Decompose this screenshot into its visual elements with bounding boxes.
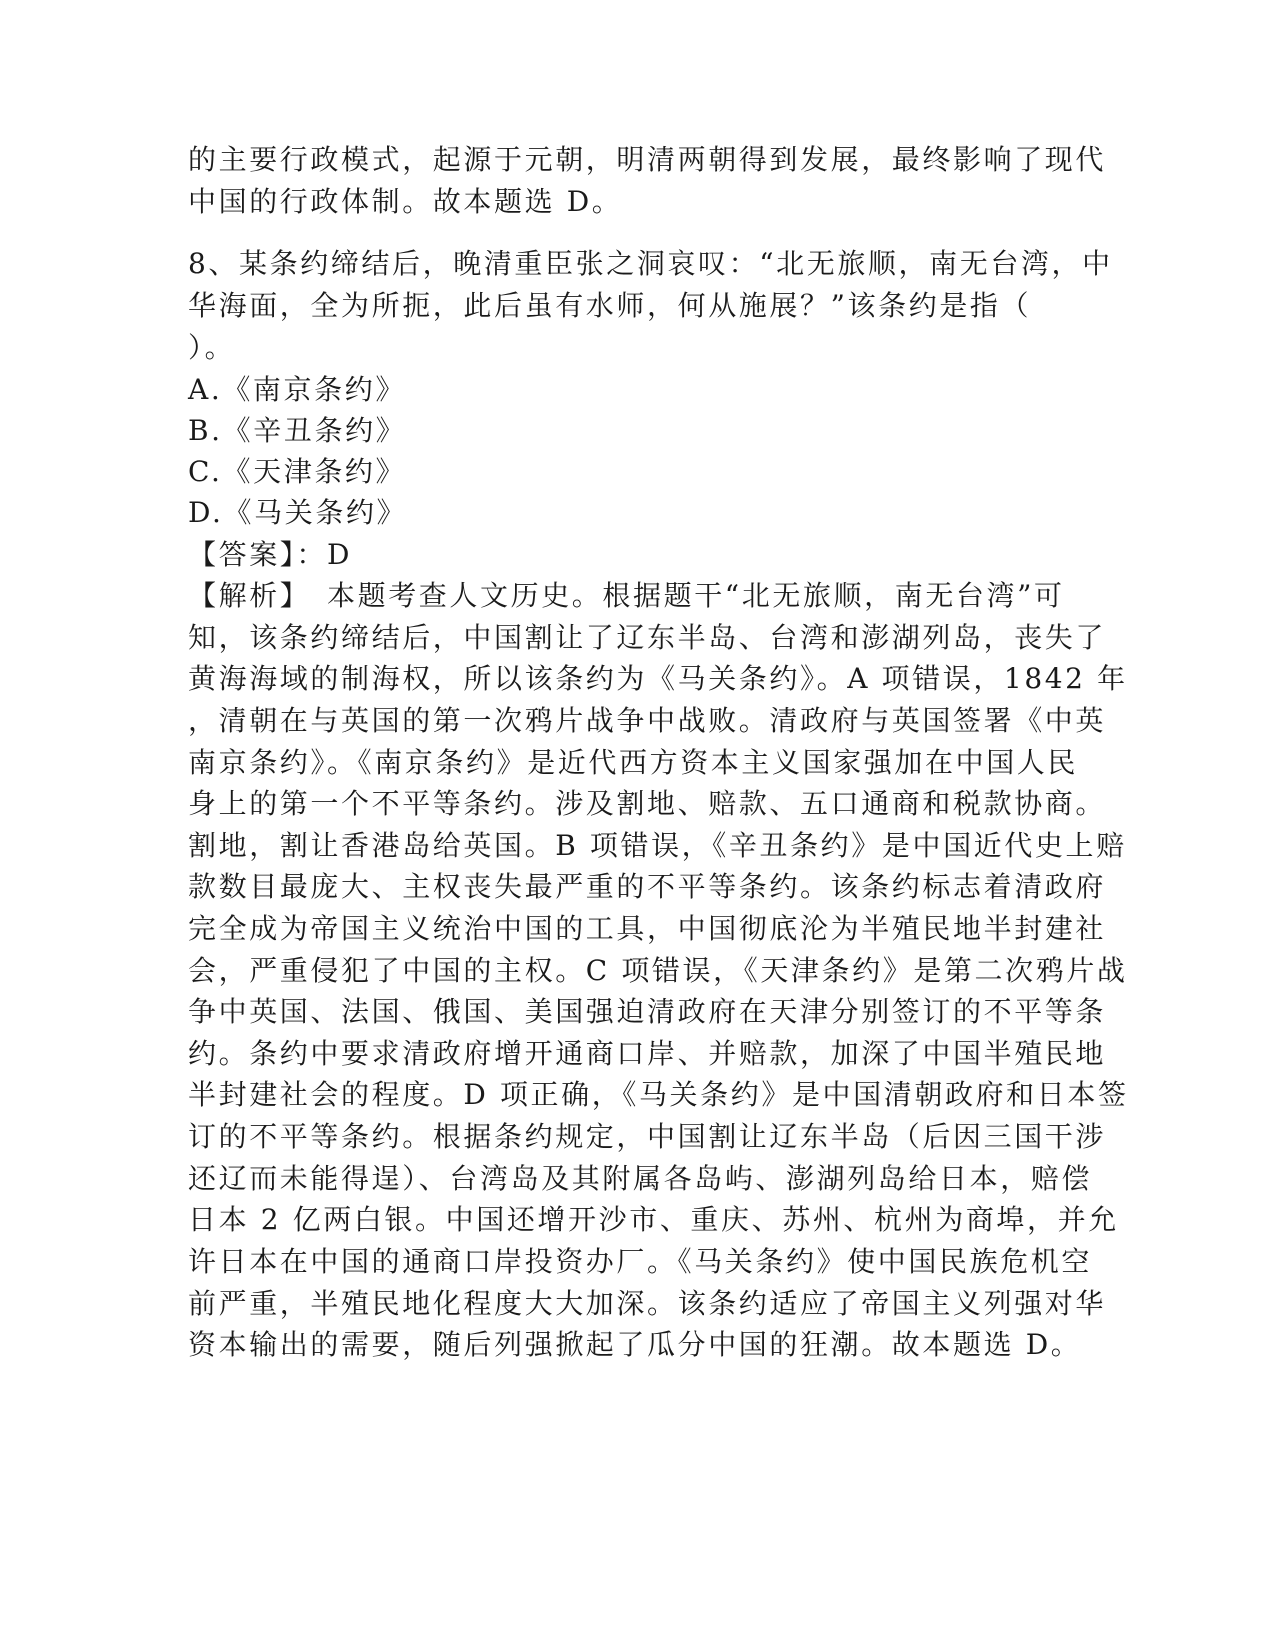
analysis-line-14: 订的不平等条约。根据条约规定，中国割让辽东半岛（后因三国干涉 <box>188 1120 1107 1153</box>
answer-line: 【答案】：D <box>188 538 353 571</box>
analysis-line-4: ，清朝在与英国的第一次鸦片战争中战败。清政府与英国签署《中英 <box>188 704 1107 737</box>
analysis-line-13: 半封建社会的程度。D 项正确，《马关条约》是中国清朝政府和日本签 <box>188 1078 1129 1111</box>
question-line-2: 华海面，全为所扼，此后虽有水师，何从施展？”该条约是指（ <box>188 289 1032 322</box>
analysis-line-17: 许日本在中国的通商口岸投资办厂。《马关条约》使中国民族危机空 <box>188 1245 1093 1278</box>
analysis-line-1: 【解析】 本题考查人文历史。根据题干“北无旅顺，南无台湾”可 <box>188 579 1065 612</box>
analysis-line-10: 会，严重侵犯了中国的主权。C 项错误，《天津条约》是第二次鸦片战 <box>188 954 1128 987</box>
prev-answer-line-2: 中国的行政体制。故本题选 D。 <box>188 185 623 218</box>
analysis-line-18: 前严重，半殖民地化程度大大加深。该条约适应了帝国主义列强对华 <box>188 1287 1107 1320</box>
analysis-line-7: 割地，割让香港岛给英国。B 项错误，《辛丑条约》是中国近代史上赔 <box>188 829 1127 862</box>
analysis-line-11: 争中英国、法国、俄国、美国强迫清政府在天津分别签订的不平等条 <box>188 995 1107 1028</box>
option-d: D.《马关条约》 <box>188 496 408 529</box>
analysis-line-9: 完全成为帝国主义统治中国的工具，中国彻底沦为半殖民地半封建社 <box>188 912 1107 945</box>
question-line-1: 8、某条约缔结后，晚清重臣张之洞哀叹：“北无旅顺，南无台湾，中 <box>188 247 1113 280</box>
analysis-line-5: 南京条约》。《南京条约》是近代西方资本主义国家强加在中国人民 <box>188 746 1079 779</box>
analysis-line-2: 知，该条约缔结后，中国割让了辽东半岛、台湾和澎湖列岛，丧失了 <box>188 621 1107 654</box>
analysis-line-16: 日本 2 亿两白银。中国还增开沙市、重庆、苏州、杭州为商埠，并允 <box>188 1203 1119 1236</box>
analysis-line-3: 黄海海域的制海权，所以该条约为《马关条约》。A 项错误，1842 年 <box>188 662 1128 695</box>
question-line-3: ）。 <box>188 331 236 364</box>
analysis-line-19: 资本输出的需要，随后列强掀起了瓜分中国的狂潮。故本题选 D。 <box>188 1328 1082 1361</box>
analysis-line-15: 还辽而未能得逞）、台湾岛及其附属各岛屿、澎湖列岛给日本，赔偿 <box>188 1162 1093 1195</box>
analysis-line-12: 约。条约中要求清政府增开通商口岸、并赔款，加深了中国半殖民地 <box>188 1037 1107 1070</box>
analysis-line-8: 款数目最庞大、主权丧失最严重的不平等条约。该条约标志着清政府 <box>188 870 1107 903</box>
analysis-line-6: 身上的第一个不平等条约。涉及割地、赔款、五口通商和税款协商。 <box>188 787 1107 820</box>
option-a: A.《南京条约》 <box>188 373 406 406</box>
option-c: C.《天津条约》 <box>188 455 407 488</box>
option-b: B.《辛丑条约》 <box>188 414 407 447</box>
prev-answer-line-1: 的主要行政模式，起源于元朝，明清两朝得到发展，最终影响了现代 <box>188 143 1107 176</box>
